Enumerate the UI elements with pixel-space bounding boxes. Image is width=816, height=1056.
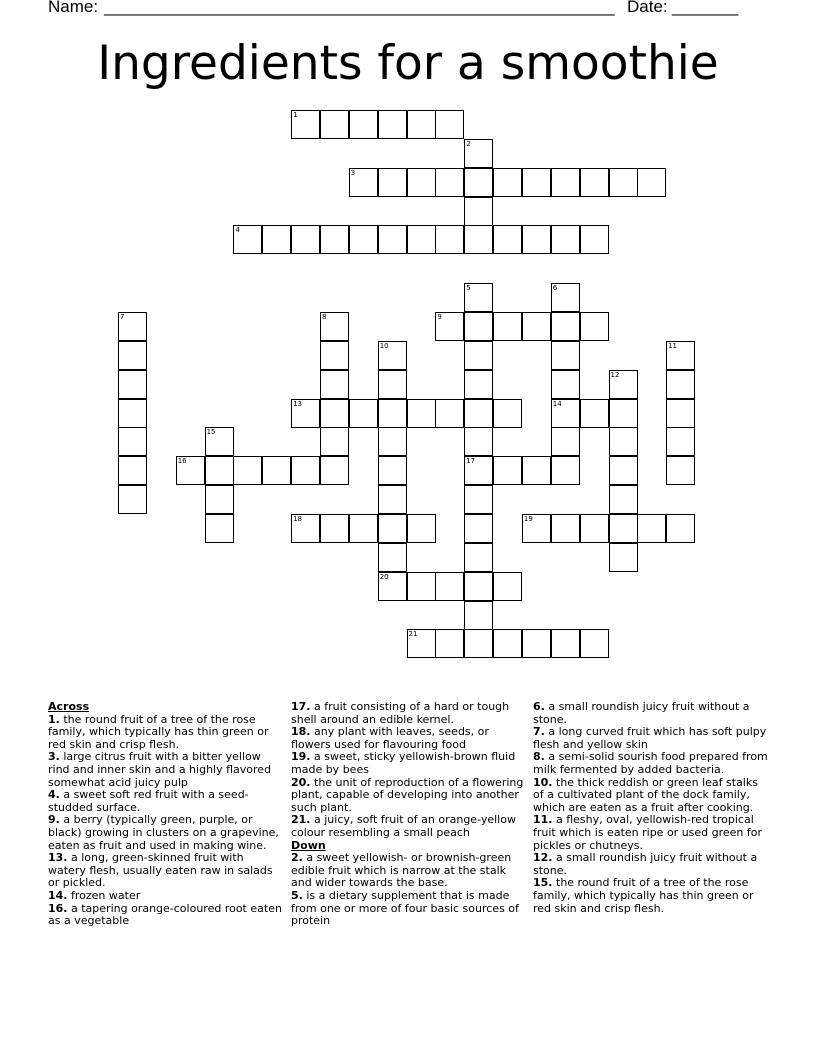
grid-cell[interactable] (464, 312, 493, 341)
grid-cell[interactable] (464, 456, 493, 485)
clue-item-number: 16. (48, 901, 68, 915)
grid-cell[interactable] (378, 168, 407, 197)
clue-item-number: 21. (291, 813, 311, 827)
name-label: Name: (48, 0, 99, 16)
grid-cell[interactable] (464, 225, 493, 254)
grid-cell[interactable] (464, 629, 493, 658)
grid-cell[interactable] (580, 225, 609, 254)
grid-cell[interactable] (464, 572, 493, 601)
grid-cell[interactable] (320, 312, 349, 341)
clue-item (48, 789, 284, 814)
grid-cell[interactable] (464, 341, 493, 370)
clue-item-number: 7. (533, 725, 545, 739)
clue-item-text: the unit of reproduction of a flowering plant, capable of developing into another such plant. (291, 775, 524, 814)
grid-cell[interactable] (551, 225, 580, 254)
grid-cell[interactable] (551, 168, 580, 197)
clue-item (533, 726, 769, 751)
clue-item-number: 9. (48, 813, 60, 827)
clue-item (48, 814, 284, 852)
clue-number: 14 (552, 399, 562, 408)
clue-item-number: 15. (533, 876, 553, 890)
grid-cell[interactable] (637, 168, 666, 197)
clue-number: 5 (466, 284, 471, 293)
grid-cell[interactable] (320, 225, 349, 254)
grid-cell[interactable] (291, 456, 320, 485)
grid-cell[interactable] (118, 485, 147, 514)
grid-cell[interactable] (407, 514, 436, 543)
grid-cell[interactable] (118, 427, 147, 456)
grid-cell[interactable] (464, 283, 493, 312)
grid-cell[interactable] (378, 370, 407, 399)
clue-item-text: a sweet, sticky yellowish-brown fluid made by bees (291, 750, 516, 776)
grid-cell[interactable] (464, 427, 493, 456)
clue-item (291, 726, 527, 751)
grid-cell[interactable] (349, 225, 378, 254)
date-label: Date: (627, 0, 668, 16)
grid-cell[interactable] (522, 514, 551, 543)
grid-cell[interactable] (580, 514, 609, 543)
clue-item-text: a berry (typically green, purple, or black) growing in clusters on a grapevine, eaten as fruit and used in making wine. (48, 813, 279, 852)
clue-item-number: 14. (48, 888, 68, 902)
grid-cell[interactable] (551, 629, 580, 658)
grid-cell[interactable] (666, 456, 695, 485)
grid-cell[interactable] (580, 168, 609, 197)
clue-item-number: 2. (291, 851, 303, 865)
grid-cell[interactable] (291, 225, 320, 254)
grid-cell[interactable] (176, 456, 205, 485)
clue-number: 21 (408, 630, 418, 639)
grid-cell[interactable] (378, 456, 407, 485)
clue-number: 10 (379, 341, 389, 350)
clue-item-number: 6. (533, 700, 545, 713)
clue-item-number: 11. (533, 813, 553, 827)
grid-cell[interactable] (551, 399, 580, 428)
grid-cell[interactable] (320, 399, 349, 428)
grid-cell[interactable] (233, 456, 262, 485)
name-field[interactable]: ______________________________________________________ (104, 0, 615, 16)
grid-cell[interactable] (464, 197, 493, 226)
clue-item-text: a semi-solid sourish food prepared from milk fermented by added bacteria. (533, 750, 768, 776)
clue-item-text: a fruit consisting of a hard or tough shell around an edible kernel. (291, 700, 510, 726)
clue-item-text: a fleshy, oval, yellowish-red tropical fruit which is eaten ripe or used green for pickles or chutneys. (533, 813, 763, 852)
clue-item-number: 10. (533, 775, 553, 789)
grid-cell[interactable] (666, 370, 695, 399)
clue-item-text: a small roundish juicy fruit without a stone. (533, 700, 750, 726)
grid-cell[interactable] (407, 399, 436, 428)
clue-item-number: 12. (533, 851, 553, 865)
clue-item-text: a tapering orange-coloured root eaten as a vegetable (48, 901, 282, 928)
grid-cell[interactable] (118, 370, 147, 399)
grid-cell[interactable] (378, 225, 407, 254)
grid-cell[interactable] (580, 399, 609, 428)
clue-item (533, 877, 769, 915)
grid-cell[interactable] (609, 456, 638, 485)
clue-item-number: 5. (291, 888, 303, 902)
grid-cell[interactable] (435, 572, 464, 601)
clue-item-text: a long, green-skinned fruit with watery flesh, usually eaten raw in salads or pickled. (48, 851, 273, 890)
grid-cell[interactable] (118, 399, 147, 428)
grid-cell[interactable] (609, 370, 638, 399)
grid-cell[interactable] (464, 485, 493, 514)
grid-cell[interactable] (609, 485, 638, 514)
grid-cell[interactable] (435, 110, 464, 139)
grid-cell[interactable] (435, 629, 464, 658)
clue-item-text: a sweet soft red fruit with a seed-studded surface. (48, 788, 249, 814)
grid-cell[interactable] (435, 312, 464, 341)
grid-cell[interactable] (378, 399, 407, 428)
clue-item-number: 13. (48, 851, 68, 865)
clue-item (533, 852, 769, 877)
grid-cell[interactable] (407, 168, 436, 197)
clue-column (291, 701, 527, 928)
grid-cell[interactable] (291, 110, 320, 139)
grid-cell[interactable] (205, 427, 234, 456)
clue-item (291, 852, 527, 890)
clue-item-number: 20. (291, 775, 311, 789)
clue-item-text: a small roundish juicy fruit without a stone. (533, 851, 758, 877)
grid-cell[interactable] (522, 312, 551, 341)
grid-cell[interactable] (320, 514, 349, 543)
clue-number: 9 (437, 313, 442, 321)
clue-item (533, 751, 769, 776)
clue-item-number: 1. (48, 712, 60, 726)
grid-cell[interactable] (551, 456, 580, 485)
clue-item (533, 701, 769, 726)
grid-cell[interactable] (320, 110, 349, 139)
grid-cell[interactable] (378, 341, 407, 370)
clue-number: 1 (293, 111, 298, 119)
clue-number: 2 (466, 139, 471, 148)
clue-number: 18 (293, 514, 303, 523)
clue-number: 11 (668, 341, 678, 350)
grid-cell[interactable] (291, 399, 320, 428)
grid-cell[interactable] (407, 629, 436, 658)
grid-cell[interactable] (378, 427, 407, 456)
grid-cell[interactable] (320, 427, 349, 456)
down-heading: Down (291, 838, 326, 852)
grid-cell[interactable] (378, 485, 407, 514)
grid-cell[interactable] (435, 399, 464, 428)
grid-cell[interactable] (666, 399, 695, 428)
grid-cell[interactable] (118, 312, 147, 341)
grid-cell[interactable] (118, 341, 147, 370)
clue-number: 4 (235, 226, 240, 235)
clue-number: 7 (120, 313, 125, 321)
grid-cell[interactable] (378, 543, 407, 572)
clue-item-text: is a dietary supplement that is made from one or more of four basic sources of protein (291, 888, 519, 928)
clue-item-text: any plant with leaves, seeds, or flowers used for flavouring food (291, 725, 489, 751)
date-field[interactable]: _______ (672, 0, 739, 16)
clue-number: 20 (379, 572, 389, 581)
grid-cell[interactable] (205, 514, 234, 543)
clue-item-text: frozen water (71, 888, 141, 902)
clue-item-text: the round fruit of a tree of the rose family, which typically has thin green or red skin and crisp flesh. (533, 876, 754, 915)
grid-cell[interactable] (522, 225, 551, 254)
grid-cell[interactable] (551, 427, 580, 456)
clue-item-text: a juicy, soft fruit of an orange-yellow colour resembling a small peach (291, 813, 516, 839)
clue-item-text: a long curved fruit which has soft pulpy flesh and yellow skin (533, 725, 767, 751)
grid-cell[interactable] (493, 629, 522, 658)
grid-cell[interactable] (407, 225, 436, 254)
grid-cell[interactable] (609, 427, 638, 456)
clue-number: 8 (322, 313, 327, 321)
grid-cell[interactable] (464, 543, 493, 572)
grid-cell[interactable] (262, 225, 291, 254)
clue-column (533, 701, 769, 915)
grid-cell[interactable] (233, 225, 262, 254)
clue-item (48, 903, 284, 928)
clue-item (291, 701, 527, 726)
clue-item-number: 17. (291, 700, 311, 713)
clue-number: 12 (610, 370, 620, 379)
grid-cell[interactable] (349, 168, 378, 197)
grid-cell[interactable] (378, 110, 407, 139)
grid-cell[interactable] (493, 572, 522, 601)
across-heading: Across (48, 700, 90, 713)
grid-cell[interactable] (407, 110, 436, 139)
grid-cell[interactable] (435, 168, 464, 197)
grid-cell[interactable] (320, 341, 349, 370)
clue-item-text: the thick reddish or green leaf stalks of a cultivated plant of the dock family, which are eaten as a fruit after cooking. (533, 775, 758, 814)
grid-cell[interactable] (291, 514, 320, 543)
clue-item (533, 777, 769, 815)
clue-item (48, 852, 284, 890)
grid-cell[interactable] (522, 629, 551, 658)
clue-item (291, 751, 527, 776)
clue-item (291, 777, 527, 815)
clue-item-text: a sweet yellowish- or brownish-green edible fruit which is narrow at the stalk and wider towards the base. (291, 851, 512, 890)
clue-item (48, 714, 284, 752)
grid-cell[interactable] (609, 543, 638, 572)
clue-item-number: 3. (48, 750, 60, 764)
clue-column (48, 701, 284, 928)
grid-cell[interactable] (551, 514, 580, 543)
grid-cell[interactable] (580, 312, 609, 341)
grid-cell[interactable] (551, 341, 580, 370)
clue-number: 6 (552, 284, 558, 293)
grid-cell[interactable] (580, 629, 609, 658)
clue-item-number: 8. (533, 750, 545, 764)
grid-cell[interactable] (464, 399, 493, 428)
grid-cell[interactable] (493, 312, 522, 341)
clue-item-text: the round fruit of a tree of the rose family, which typically has thin green or red skin and crisp flesh. (48, 712, 269, 751)
grid-cell[interactable] (320, 456, 349, 485)
grid-cell[interactable] (262, 456, 291, 485)
clue-item (48, 751, 284, 789)
grid-cell[interactable] (464, 514, 493, 543)
clue-number: 13 (293, 399, 303, 408)
grid-cell[interactable] (349, 399, 378, 428)
clue-item-text: large citrus fruit with a bitter yellow rind and inner skin and a highly flavored somewhat acid juicy pulp (48, 750, 272, 789)
grid-cell[interactable] (118, 456, 147, 485)
grid-cell[interactable] (464, 601, 493, 630)
grid-cell[interactable] (666, 514, 695, 543)
clue-item (291, 890, 527, 928)
clue-item-number: 19. (291, 750, 311, 764)
grid-cell[interactable] (320, 370, 349, 399)
grid-cell[interactable] (205, 456, 234, 485)
grid-cell[interactable] (666, 341, 695, 370)
grid-cell[interactable] (378, 514, 407, 543)
grid-cell[interactable] (609, 168, 638, 197)
grid-cell[interactable] (637, 514, 666, 543)
grid-cell[interactable] (666, 427, 695, 456)
grid-cell[interactable] (551, 283, 580, 312)
grid-cell[interactable] (349, 110, 378, 139)
grid-cell[interactable] (493, 456, 522, 485)
grid-cell[interactable] (551, 370, 580, 399)
grid-cell[interactable] (349, 514, 378, 543)
clue-item-number: 4. (48, 788, 60, 802)
clue-item (291, 814, 527, 839)
clue-item (533, 814, 769, 852)
clue-number: 3 (350, 168, 356, 177)
grid-cell[interactable] (493, 399, 522, 428)
grid-cell[interactable] (522, 456, 551, 485)
grid-cell[interactable] (609, 399, 638, 428)
clue-number: 17 (466, 457, 476, 466)
grid-cell[interactable] (464, 168, 493, 197)
clue-number: 19 (523, 514, 533, 523)
puzzle-title: Ingredients for a smoothie (97, 36, 719, 91)
grid-cell[interactable] (493, 168, 522, 197)
grid-cell[interactable] (407, 572, 436, 601)
grid-cell[interactable] (435, 225, 464, 254)
grid-cell[interactable] (205, 485, 234, 514)
grid-cell[interactable] (551, 312, 580, 341)
grid-cell[interactable] (493, 225, 522, 254)
grid-cell[interactable] (464, 370, 493, 399)
grid-cell[interactable] (378, 572, 407, 601)
clue-number: 16 (177, 457, 187, 466)
clue-item-number: 18. (291, 725, 311, 739)
grid-cell[interactable] (522, 168, 551, 197)
clue-number: 15 (206, 428, 216, 437)
grid-cell[interactable] (609, 514, 638, 543)
grid-cell[interactable] (464, 139, 493, 168)
